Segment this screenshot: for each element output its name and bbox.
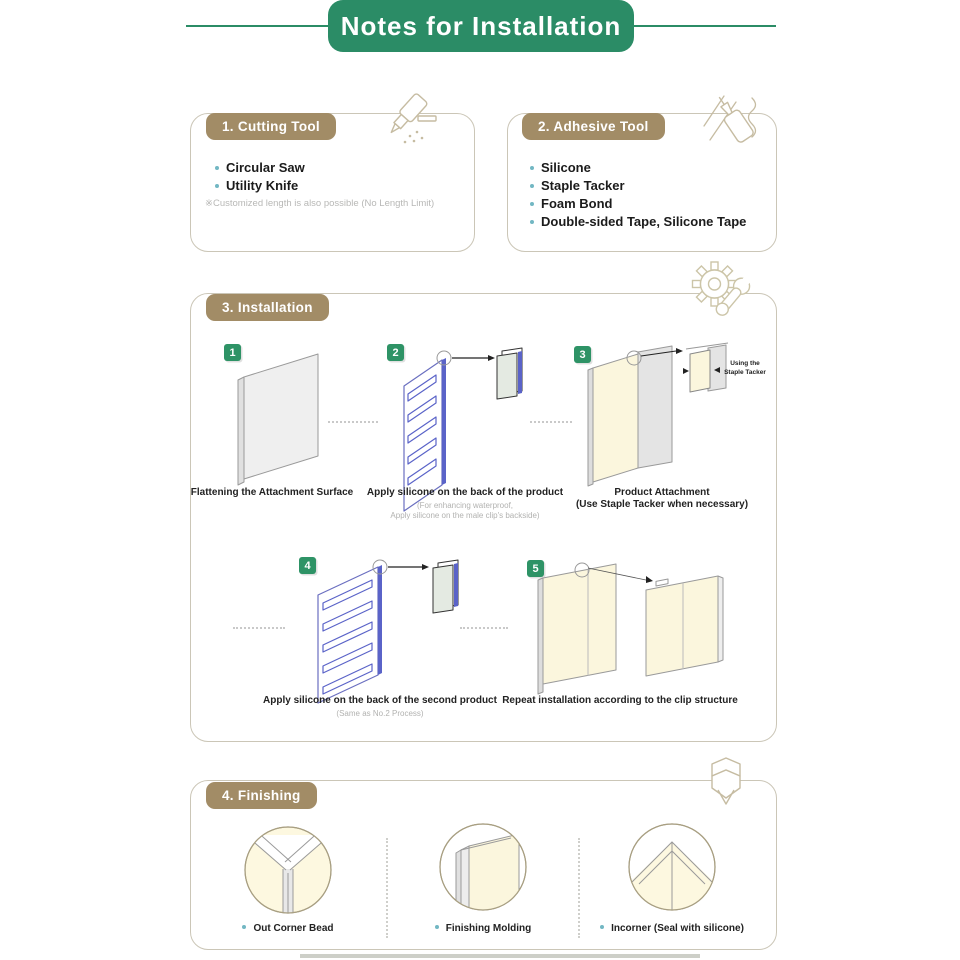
bullet-icon: [215, 184, 219, 188]
bullet-icon: [600, 925, 604, 929]
dotted-separator: [233, 627, 285, 629]
step4-caption: Apply silicone on the back of the second product: [263, 695, 497, 706]
finishing-item-1: Finishing Molding: [383, 923, 583, 934]
cutting-item-0: Circular Saw: [215, 160, 305, 175]
finishing-item-2: Incorner (Seal with silicone): [572, 923, 772, 934]
finishing-label-text: 4. Finishing: [222, 788, 301, 803]
installation-label: [206, 294, 329, 321]
corner-molding-icon: [700, 754, 756, 812]
step3-annotation: Using the Staple Tacker: [724, 360, 766, 376]
step5-repeat-illustration: [518, 556, 763, 706]
footer-band: [300, 954, 700, 958]
finishing-label: [206, 782, 317, 809]
incorner-illustration: [622, 818, 722, 918]
bullet-icon: [530, 166, 534, 170]
out-corner-bead-illustration: [238, 821, 338, 921]
dotted-separator: [328, 421, 378, 423]
page-title-banner: [328, 0, 634, 52]
page-title: Notes for Installation: [340, 10, 622, 41]
bullet-icon: [530, 184, 534, 188]
adhesive-item-1: Staple Tacker: [530, 178, 625, 193]
cutting-tool-label: [206, 113, 336, 140]
adhesive-item-2: Foam Bond: [530, 196, 613, 211]
title-rule-left: [186, 25, 330, 27]
utility-knife-icon: [374, 90, 444, 152]
finishing-item-0: Out Corner Bead: [188, 923, 388, 934]
step5-caption: Repeat installation according to the clip structure: [502, 695, 738, 706]
dotted-separator: [460, 627, 508, 629]
step-badge-1: 1: [224, 344, 241, 361]
bullet-icon: [435, 925, 439, 929]
title-rule-right: [632, 25, 776, 27]
bullet-icon: [215, 166, 219, 170]
step2-subcaption-2: Apply silicone on the male clip's backside): [390, 511, 540, 520]
adhesive-tool-label: [522, 113, 665, 140]
bullet-icon: [530, 220, 534, 224]
step1-caption: Flattening the Attachment Surface: [190, 487, 354, 498]
bullet-icon: [242, 925, 246, 929]
step4-silicone-illustration: [290, 555, 480, 705]
gear-wrench-icon: [686, 258, 756, 324]
step3-caption: Product Attachment: [614, 487, 710, 498]
step-badge-2: 2: [387, 344, 404, 361]
adhesive-tool-label-text: 2. Adhesive Tool: [538, 119, 649, 134]
installation-label-text: 3. Installation: [222, 300, 313, 315]
step1-panel-illustration: [222, 336, 352, 491]
step2-subcaption-1: (For enhancing waterproof,: [416, 501, 514, 510]
cutting-note: ※Customized length is also possible (No Length Limit): [205, 198, 435, 209]
finishing-molding-illustration: [433, 818, 533, 918]
adhesive-item-0: Silicone: [530, 160, 591, 175]
step-badge-5: 5: [527, 560, 544, 577]
step-badge-4: 4: [299, 557, 316, 574]
step2-caption: Apply silicone on the back of the product: [366, 487, 564, 498]
cutting-tool-label-text: 1. Cutting Tool: [222, 119, 320, 134]
bullet-icon: [530, 202, 534, 206]
step4-subcaption: (Same as No.2 Process): [336, 709, 424, 718]
step-badge-3: 3: [574, 346, 591, 363]
adhesive-item-3: Double-sided Tape, Silicone Tape: [530, 214, 746, 229]
silicone-tube-icon: [696, 88, 770, 152]
step3-caption-2: (Use Staple Tacker when necessary): [575, 499, 749, 510]
cutting-item-1: Utility Knife: [215, 178, 298, 193]
